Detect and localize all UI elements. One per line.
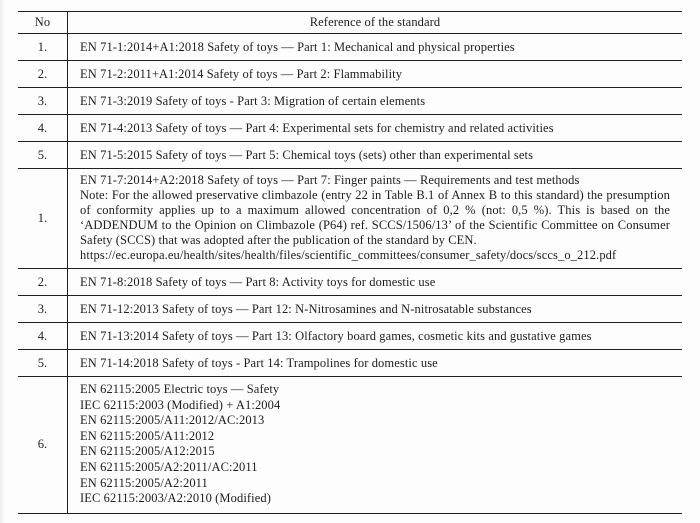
standard-reference-cell (68, 169, 683, 269)
row-number: 3. (18, 88, 68, 115)
note-text: Note: For the allowed preservative climbazole (entry 22 in Table B.1 of Annex B to this standard) the presumption of conformity applies up to a maximum allowed concentration of 0,2 % (not: 0,5 %). This is based on the ‘ADDENDUM to the Opinion on Climbazole (P64) ref. SCCS/1506/13’ of the Scientific Committee on Consumer Safety (SCCS) that was adopted after the publication of the standard by CEN. (80, 188, 670, 247)
standard-reference: EN 71-13:2014 Safety of toys — Part 13: Olfactory board games, cosmetic kits and gustative games (68, 323, 683, 350)
standard-reference: EN 71-8:2018 Safety of toys — Part 8: Activity toys for domestic use (68, 269, 683, 296)
row-number: 6. (18, 377, 68, 514)
table-header-row (18, 12, 682, 34)
column-header-reference: Reference of the standard (68, 12, 683, 34)
standard-reference: EN 71-4:2013 Safety of toys — Part 4: Experimental sets for chemistry and related activities (68, 115, 683, 142)
table-row-with-note (18, 169, 682, 269)
standard-reference-cell (68, 377, 683, 514)
row-number: 1. (18, 34, 68, 61)
row-number: 2. (18, 269, 68, 296)
standard-reference: EN 71-2:2011+A1:2014 Safety of toys — Part 2: Flammability (68, 61, 683, 88)
standard-line: EN 62115:2005/A2:2011 (80, 475, 208, 490)
row-number: 4. (18, 115, 68, 142)
standard-url-link[interactable]: https://ec.europa.eu/health/sites/health/files/scientific_committees/consumer_safety/docs/sccs_o_212.pdf (80, 248, 617, 262)
standard-line: IEC 62115:2003/A2:2010 (Modified) (80, 491, 272, 506)
table-row (18, 350, 682, 377)
standard-line: IEC 62115:2003 (Modified) + A1:2004 (80, 397, 281, 412)
row-number: 4. (18, 323, 68, 350)
standard-line: EN 62115:2005/A2:2011/AC:2011 (80, 459, 258, 474)
table-row (18, 34, 682, 61)
standard-line: EN 62115:2005/A12:2015 (80, 444, 215, 459)
standards-table (18, 11, 682, 514)
table-row (18, 142, 682, 169)
standard-reference: EN 71-3:2019 Safety of toys - Part 3: Migration of certain elements (68, 88, 683, 115)
standard-line: EN 62115:2005/A11:2012 (80, 428, 215, 443)
row-number: 1. (18, 169, 68, 269)
table-row (18, 323, 682, 350)
row-number: 5. (18, 142, 68, 169)
standard-line: EN 62115:2005 Electric toys — Safety (80, 382, 280, 396)
table-row (18, 269, 682, 296)
column-header-no: No (18, 12, 68, 34)
table-row (18, 61, 682, 88)
standard-reference: EN 71-14:2018 Safety of toys - Part 14: Trampolines for domestic use (68, 350, 683, 377)
standard-reference: EN 71-5:2015 Safety of toys — Part 5: Chemical toys (sets) other than experimental sets (68, 142, 683, 169)
row-number: 3. (18, 296, 68, 323)
table-row (18, 115, 682, 142)
standard-reference: EN 71-1:2014+A1:2018 Safety of toys — Part 1: Mechanical and physical properties (68, 34, 683, 61)
standard-reference: EN 71-12:2013 Safety of toys — Part 12: N-Nitrosamines and N-nitrosatable substances (68, 296, 683, 323)
table-row (18, 296, 682, 323)
standard-reference: EN 71-7:2014+A2:2018 Safety of toys — Part 7: Finger paints — Requirements and test methods (80, 173, 580, 187)
table-row-multiline (18, 377, 682, 514)
table-row (18, 88, 682, 115)
standard-line: EN 62115:2005/A11:2012/AC:2013 (80, 413, 265, 428)
row-number: 2. (18, 61, 68, 88)
row-number: 5. (18, 350, 68, 377)
